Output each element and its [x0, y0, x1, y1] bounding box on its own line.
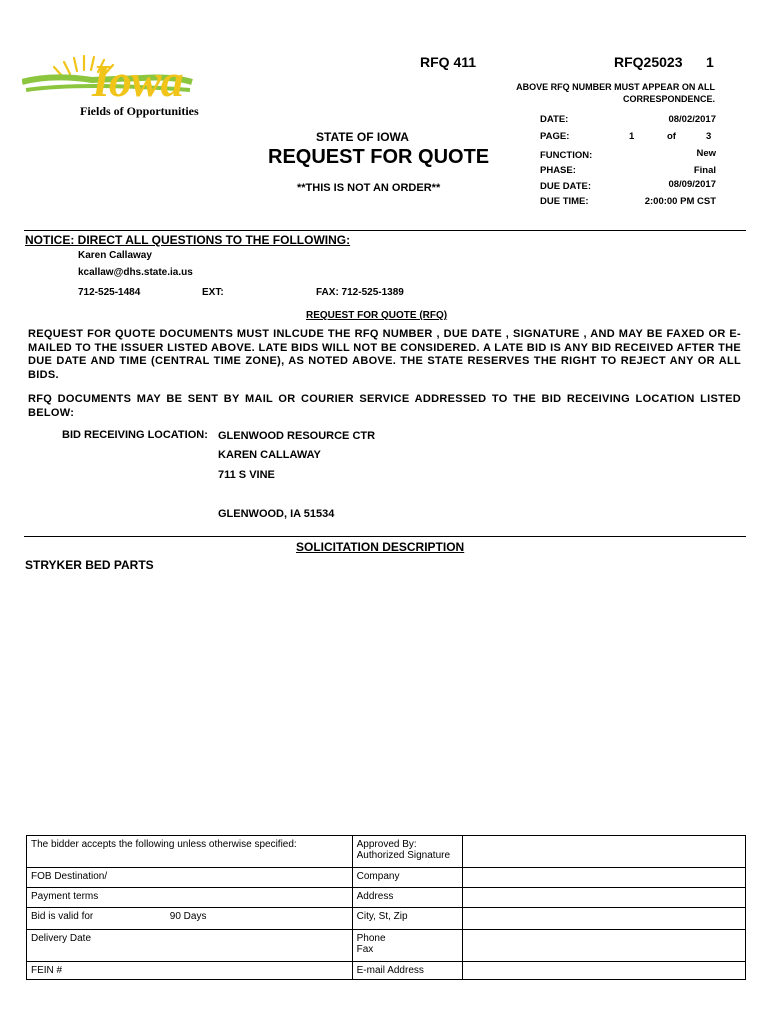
function-value: New: [696, 148, 716, 159]
table-row: [27, 888, 746, 908]
phase-label: PHASE:: [540, 165, 576, 176]
function-label: FUNCTION:: [540, 150, 593, 161]
accepts-cell: The bidder accepts the following unless otherwise specified:: [27, 836, 353, 868]
contact-email: kcallaw@dhs.state.ia.us: [78, 267, 193, 278]
logo-tagline: Fields of Opportunities: [80, 104, 199, 118]
rfq-number: RFQ25023: [614, 54, 683, 70]
page-value: 1: [629, 131, 635, 142]
city-field[interactable]: [462, 908, 745, 930]
bid-location-label: BID RECEIVING LOCATION:: [62, 429, 208, 441]
email-label: E-mail Address: [352, 962, 462, 980]
company-field[interactable]: [462, 868, 745, 888]
bid-location-line4: GLENWOOD, IA 51534: [218, 508, 335, 520]
not-an-order-note: **THIS IS NOT AN ORDER**: [297, 182, 441, 194]
due-date-label: DUE DATE:: [540, 181, 592, 192]
bid-location-line1: GLENWOOD RESOURCE CTR: [218, 430, 376, 442]
bid-location-line3: 711 S VINE: [218, 469, 275, 481]
solicitation-description: STRYKER BED PARTS: [25, 558, 154, 572]
page-total: 3: [706, 131, 712, 142]
rfq-notice-line1: ABOVE RFQ NUMBER MUST APPEAR ON ALL: [516, 82, 715, 92]
contact-ext-label: EXT:: [202, 287, 224, 298]
company-label: Company: [352, 868, 462, 888]
approved-by-cell: [352, 836, 462, 868]
iowa-logo: [22, 52, 202, 122]
city-label: City, St, Zip: [352, 908, 462, 930]
table-row: [27, 836, 746, 868]
page-label: PAGE:: [540, 131, 570, 142]
solicitation-heading: SOLICITATION DESCRIPTION: [296, 540, 465, 554]
table-row: [27, 908, 746, 930]
contact-phone: 712-525-1484: [78, 287, 141, 298]
divider: [24, 230, 746, 231]
address-label: Address: [352, 888, 462, 908]
rfq-suffix: 1: [706, 54, 714, 70]
rfq-label: RFQ 411: [420, 54, 477, 70]
rfq-notice-line2: CORRESPONDENCE.: [622, 94, 715, 104]
signature-field[interactable]: [462, 836, 745, 868]
page-of-label: of: [667, 131, 676, 142]
fein-field[interactable]: FEIN #: [27, 962, 353, 980]
page-title: REQUEST FOR QUOTE: [268, 146, 490, 168]
divider: [24, 536, 746, 537]
table-row: [27, 962, 746, 980]
contact-name: Karen Callaway: [78, 250, 152, 261]
fob-field[interactable]: FOB Destination/: [27, 868, 353, 888]
date-label: DATE:: [540, 114, 569, 125]
phone-label: Phone: [356, 933, 386, 944]
email-field[interactable]: [462, 962, 745, 980]
phone-fax-field[interactable]: [462, 930, 745, 962]
phase-value: Final: [693, 165, 716, 176]
bidder-terms-table: [26, 835, 746, 980]
fax-label: Fax: [356, 944, 374, 955]
state-title: STATE OF IOWA: [316, 130, 409, 144]
authorized-signature-label: Authorized Signature: [356, 850, 451, 861]
phone-fax-cell: [352, 930, 462, 962]
due-time-label: DUE TIME:: [540, 196, 589, 207]
bid-location-line2: KAREN CALLAWAY: [218, 449, 321, 461]
logo-wordmark: Iowa: [92, 55, 183, 106]
rfq-mailing-paragraph: RFQ DOCUMENTS MAY BE SENT BY MAIL OR COURIER SERVICE ADDRESSED TO THE BID RECEIVING LOCATION LISTED BELOW:: [28, 393, 741, 419]
contact-heading: NOTICE: DIRECT ALL QUESTIONS TO THE FOLLOWING:: [25, 233, 351, 247]
bid-valid-value: 90 Days: [169, 911, 207, 922]
delivery-date-field[interactable]: Delivery Date: [27, 930, 353, 962]
due-time-value: 2:00:00 PM CST: [644, 196, 716, 207]
approved-by-label: Approved By:: [356, 839, 417, 850]
due-date-value: 08/09/2017: [668, 179, 716, 190]
date-value: 08/02/2017: [668, 114, 716, 125]
contact-fax: FAX: 712-525-1389: [316, 287, 404, 298]
payment-terms-field[interactable]: Payment terms: [27, 888, 353, 908]
bid-valid-label: Bid is valid for: [31, 911, 94, 922]
address-field[interactable]: [462, 888, 745, 908]
table-row: [27, 868, 746, 888]
table-row: [27, 930, 746, 962]
rfq-instructions-paragraph: REQUEST FOR QUOTE DOCUMENTS MUST INLCUDE THE RFQ NUMBER , DUE DATE , SIGNATURE , AND MAY BE FAXED OR E-MAILED TO THE ISSUER LISTED ABOVE. LATE BIDS WILL NOT BE CONSIDERED. A LATE BID IS ANY BID RECEIVED AFTER THE DUE DATE AND TIME (CENTRAL TIME ZONE), AS NOTED ABOVE. THE STATE RESERVES THE RIGHT TO REJECT ANY OR ALL BIDS.: [28, 328, 741, 381]
bid-valid-cell[interactable]: [27, 908, 353, 930]
rfq-section-heading: REQUEST FOR QUOTE (RFQ): [306, 310, 448, 321]
